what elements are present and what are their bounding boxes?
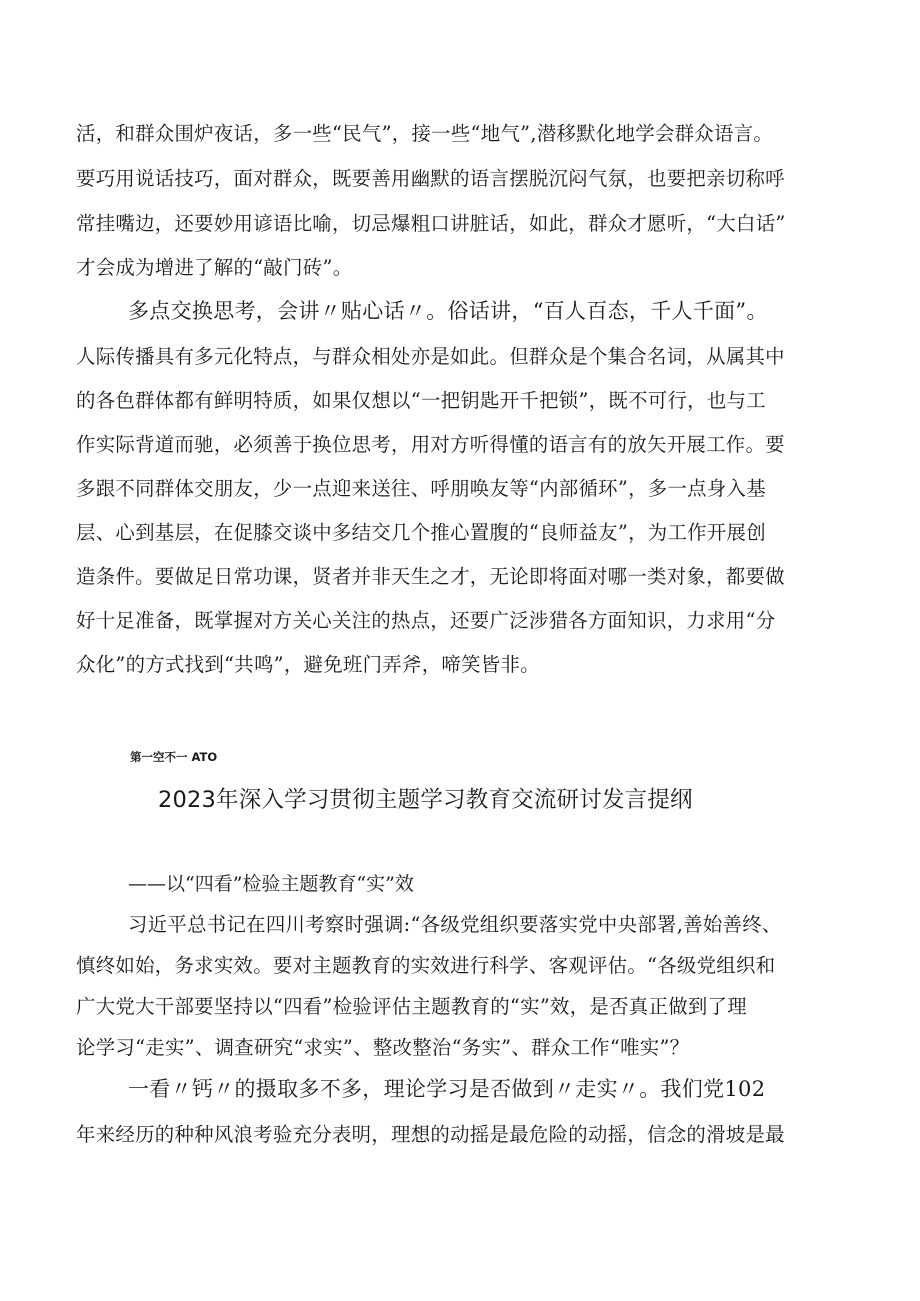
paragraph-line: 广大党大干部要坚持以“四看”检验评估主题教育的“实”效，是否真正做到了理	[76, 995, 747, 1018]
paragraph-line: 造条件。要做足日常功课，贤者并非天生之才，无论即将面对哪一类对象，都要做	[76, 565, 785, 588]
paragraph-heading-line: 一看〃钙〃的摄取多不多，理论学习是否做到〃走实〃。我们党102	[128, 1077, 766, 1101]
paragraph-line: 好十足准备，既掌握对方关心关注的热点，还要广泛涉猎各方面知识，力求用“分	[76, 609, 776, 632]
paragraph-line: 常挂嘴边，还要妙用谚语比喻，切忌爆粗口讲脏话，如此，群众才愿听，“大白话”	[76, 212, 786, 235]
paragraph-line: 作实际背道而驰，必须善于换位思考，用对方听得懂的语言有的放矢开展工作。要	[76, 433, 785, 456]
document-title: 2023年深入学习贯彻主题学习教育交流研讨发言提纲	[158, 787, 693, 813]
paragraph-line: 层、心到基层，在促膝交谈中多结交几个推心置腹的“良师益友”，为工作开展创	[76, 521, 766, 544]
paragraph-line: 众化”的方式找到“共鸣”，避免班门弄斧，啼笑皆非。	[76, 653, 540, 676]
paragraph-line: 人际传播具有多元化特点，与群众相处亦是如此。但群众是个集合名词，从属其中	[76, 345, 785, 368]
paragraph-line: 慎终如始，务求实效。要对主题教育的实效进行科学、客观评估。“各级党组织和	[76, 954, 776, 977]
paragraph-line: 论学习“走实”、调查研究“求实”、整改整治“务实”、群众工作“唯实”？	[76, 1036, 690, 1059]
section-label: 第一空不一 ATO	[130, 750, 218, 764]
document-subtitle: ——以“四看”检验主题教育“实”效	[128, 873, 414, 895]
paragraph-line: 才会成为增进了解的“敲门砖”。	[76, 256, 353, 279]
paragraph-line: 多跟不同群体交朋友，少一点迎来送往、呼朋唤友等“内部循环”，多一点身入基	[76, 477, 766, 500]
paragraph-heading-line: 多点交换思考，会讲〃贴心话〃。俗话讲，“百人百态，千人千面”。	[128, 299, 768, 323]
paragraph-line: 活，和群众围炉夜话，多一些“民气”，接一些“地气”,潜移默化地学会群众语言。	[76, 122, 774, 145]
paragraph-line: 的各色群体都有鲜明特质，如果仅想以“一把钥匙开千把锁”，既不可行，也与工	[76, 389, 766, 412]
paragraph-line: 要巧用说话技巧，面对群众，既要善用幽默的语言摆脱沉闷气氛，也要把亲切称呼	[76, 167, 785, 190]
paragraph-line: 年来经历的种种风浪考验充分表明，理想的动摇是最危险的动摇，信念的滑坡是最	[76, 1123, 785, 1146]
paragraph-line: 习近平总书记在四川考察时强调:“各级党组织要落实党中央部署,善始善终、	[128, 913, 782, 936]
